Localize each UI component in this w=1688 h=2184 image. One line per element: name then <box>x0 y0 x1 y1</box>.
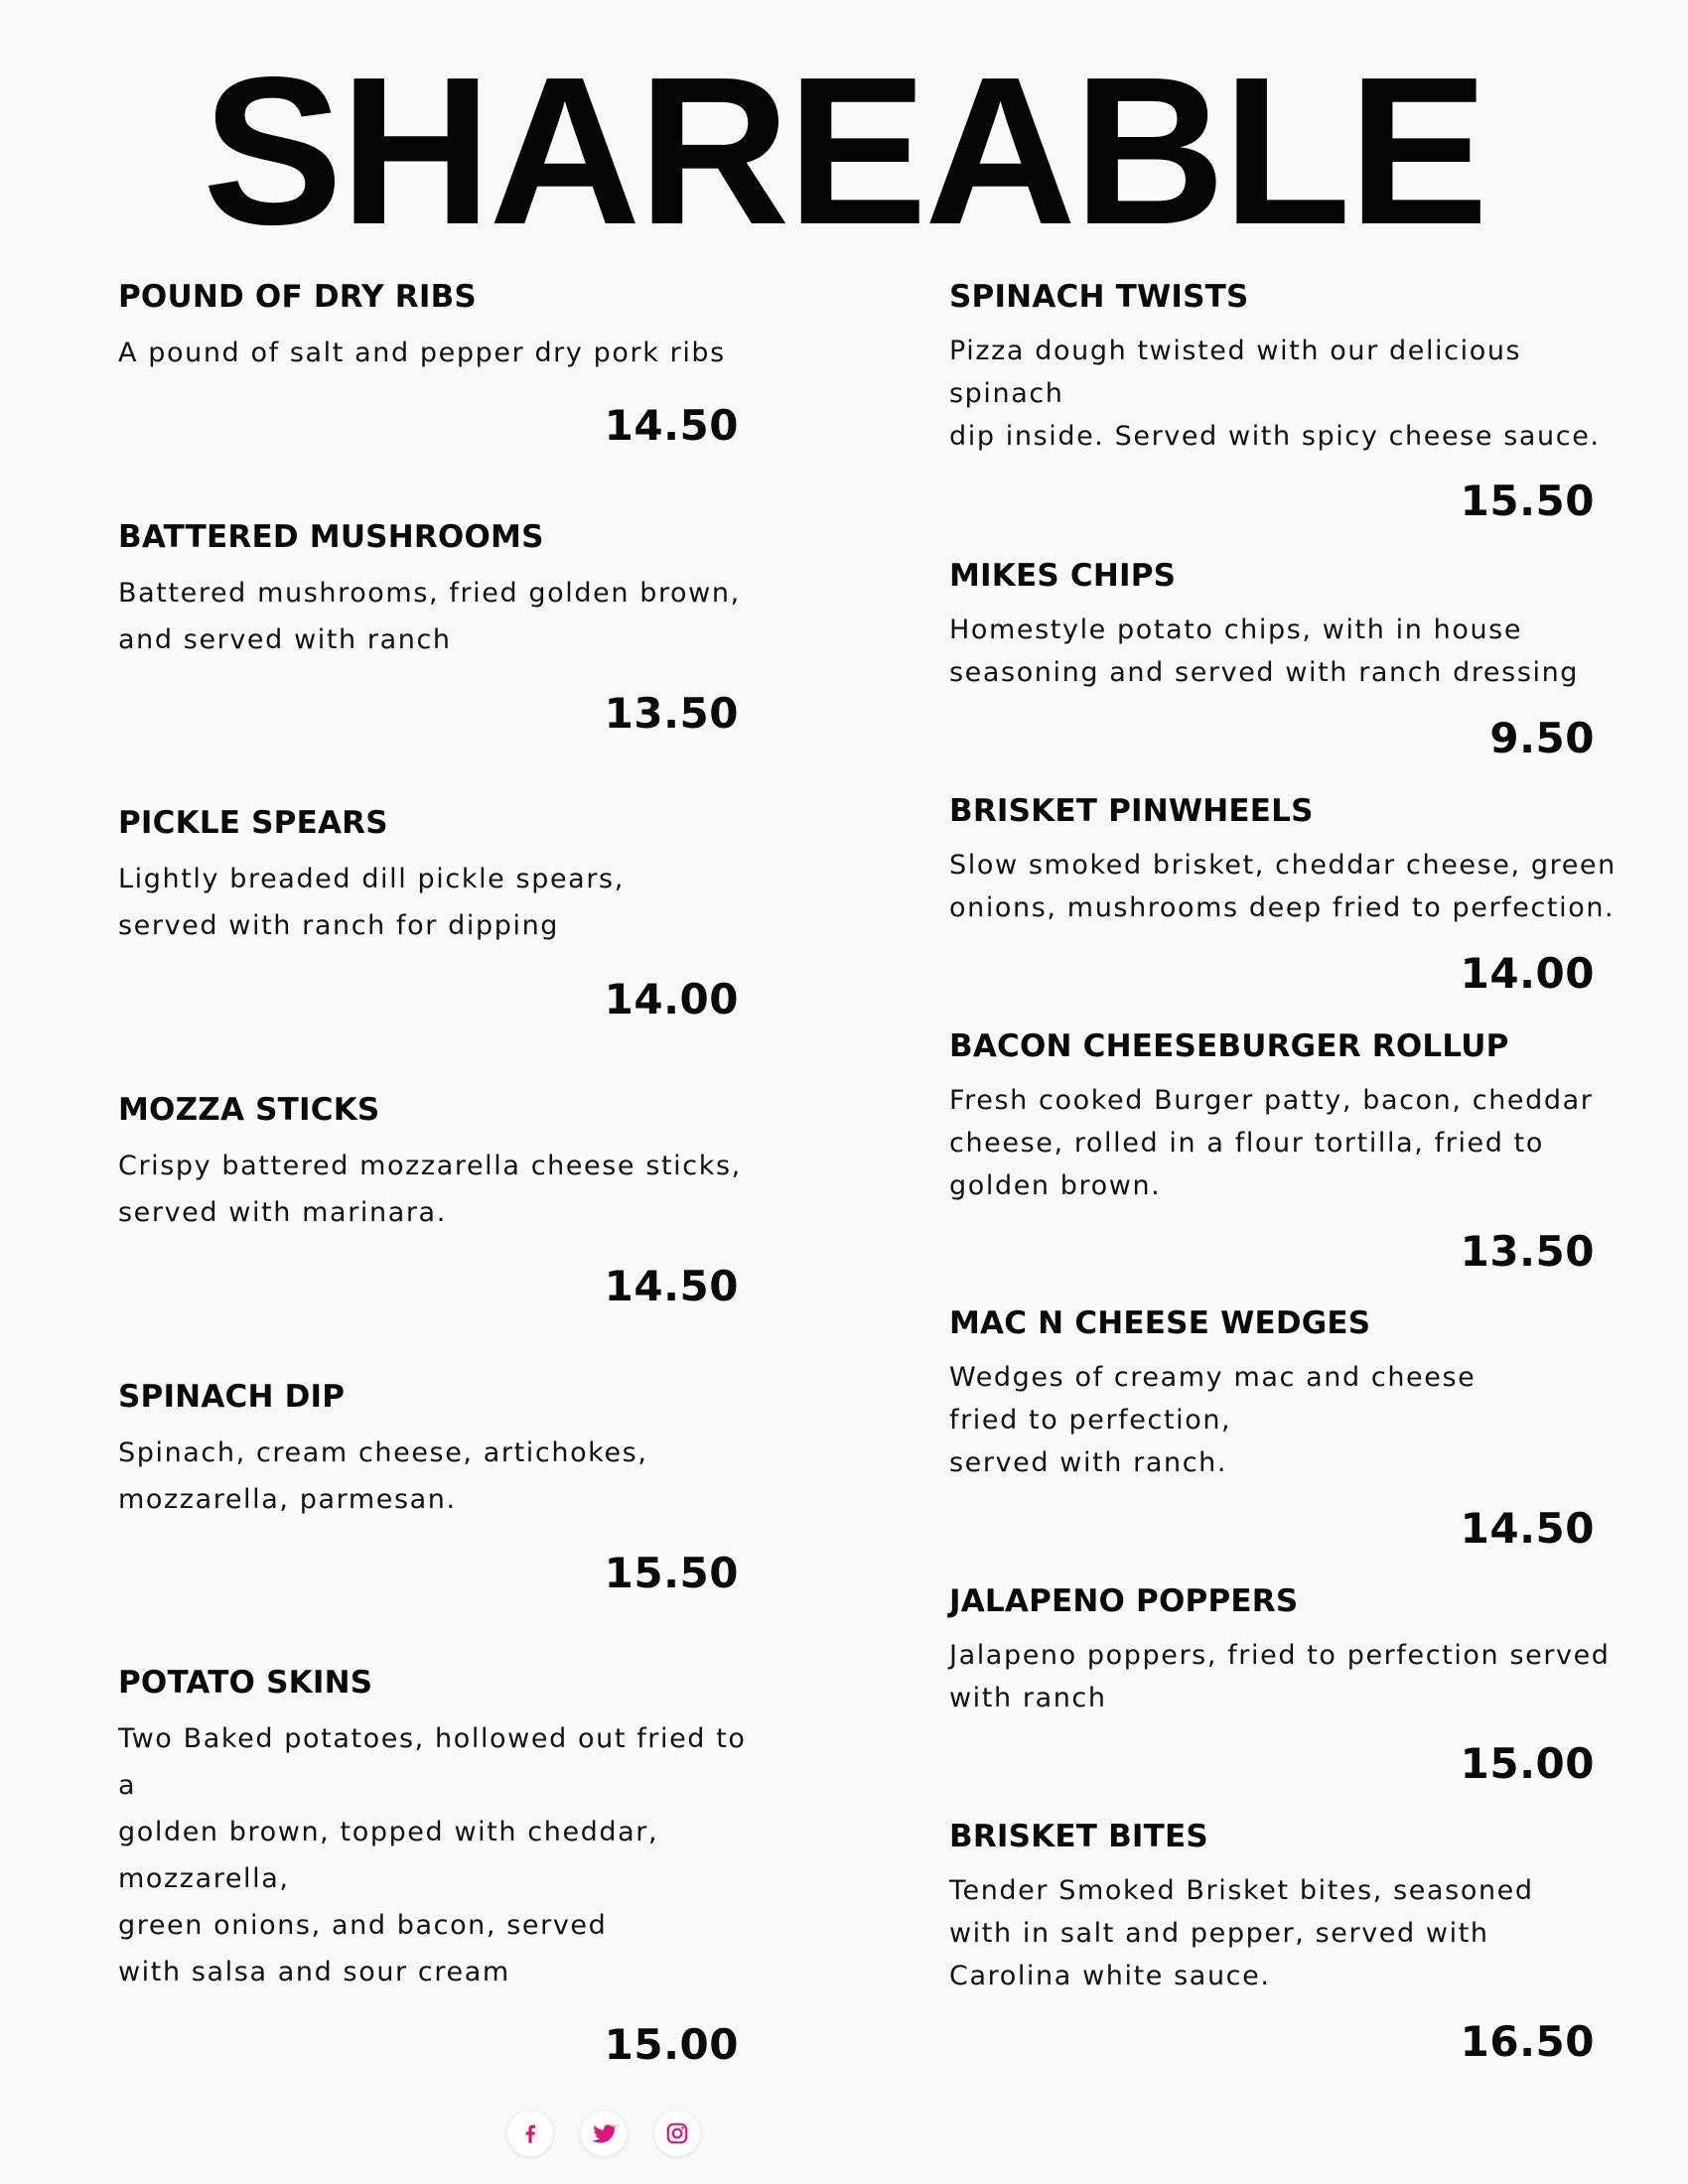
menu-item <box>949 556 1595 762</box>
item-description: Fresh cooked Burger patty, bacon, cheddar cheese, rolled in a flour tortilla, fried to golden brown. <box>949 1085 1594 1201</box>
item-price: 14.50 <box>604 401 739 450</box>
item-price: 14.50 <box>1460 1504 1595 1553</box>
item-name: BACON CHEESEBURGER ROLLUP <box>949 1028 1509 1064</box>
item-description: Two Baked potatoes, hollowed out fried to a golden brown, topped with cheddar, mozzarella, green onions, and bacon, served with salsa and sour cream <box>118 1723 747 1987</box>
item-name: MIKES CHIPS <box>949 558 1177 594</box>
item-price: 15.50 <box>1460 477 1595 525</box>
menu-item <box>118 517 741 738</box>
item-price: 16.50 <box>1460 2017 1595 2066</box>
item-price: 14.50 <box>604 1262 739 1310</box>
menu-item <box>118 1377 739 1597</box>
item-description: Homestyle potato chips, with in house seasoning and served with ranch dressing <box>949 614 1580 688</box>
item-description: Slow smoked brisket, cheddar cheese, green onions, mushrooms deep fried to perfection. <box>949 850 1617 923</box>
item-price: 9.50 <box>1489 714 1595 762</box>
menu-item <box>949 791 1617 998</box>
item-name: BATTERED MUSHROOMS <box>118 519 544 555</box>
item-name: SPINACH DIP <box>118 1379 346 1415</box>
menu-item <box>949 1303 1595 1553</box>
item-price: 13.50 <box>604 689 739 738</box>
item-description: Battered mushrooms, fried golden brown, and served with ranch <box>118 578 741 655</box>
social-links <box>507 2111 700 2156</box>
item-description: Jalapeno poppers, fried to perfection served with ranch <box>949 1640 1611 1713</box>
item-description: A pound of salt and pepper dry pork ribs <box>118 338 726 368</box>
item-name: JALAPENO POPPERS <box>949 1583 1299 1619</box>
item-description: Pizza dough twisted with our delicious spinach dip inside. Served with spicy cheese sauce. <box>949 336 1601 452</box>
twitter-icon <box>591 2120 617 2146</box>
item-price: 15.00 <box>1460 1739 1595 1788</box>
item-price: 15.50 <box>604 1549 739 1597</box>
item-name: BRISKET PINWHEELS <box>949 793 1314 829</box>
item-name: PICKLE SPEARS <box>118 805 388 841</box>
item-name: BRISKET BITES <box>949 1819 1208 1854</box>
twitter-link[interactable] <box>581 2111 627 2156</box>
menu-item <box>118 1090 742 1310</box>
instagram-icon <box>664 2120 690 2146</box>
menu-item <box>949 277 1601 525</box>
menu-item <box>949 1817 1595 2066</box>
item-price: 14.00 <box>604 975 739 1024</box>
item-name: MOZZA STICKS <box>118 1092 380 1128</box>
menu-item <box>118 1663 747 2069</box>
item-description: Tender Smoked Brisket bites, seasoned with in salt and pepper, served with Carolina white sauce. <box>949 1875 1534 1991</box>
item-name: MAC N CHEESE WEDGES <box>949 1305 1371 1341</box>
menu-item <box>118 277 739 450</box>
item-description: Lightly breaded dill pickle spears, served with ranch for dipping <box>118 864 625 941</box>
item-name: POTATO SKINS <box>118 1665 373 1701</box>
item-price: 15.00 <box>604 2020 739 2069</box>
facebook-icon <box>517 2120 543 2146</box>
item-description: Spinach, cream cheese, artichokes, mozzarella, parmesan. <box>118 1437 648 1515</box>
item-description: Wedges of creamy mac and cheese fried to perfection, served with ranch. <box>949 1362 1477 1478</box>
item-price: 13.50 <box>1460 1227 1595 1276</box>
facebook-link[interactable] <box>507 2111 553 2156</box>
menu-item <box>118 803 739 1024</box>
item-name: SPINACH TWISTS <box>949 279 1249 315</box>
item-name: POUND OF DRY RIBS <box>118 279 477 315</box>
item-description: Crispy battered mozzarella cheese sticks, served with marinara. <box>118 1151 742 1228</box>
menu-item <box>949 1581 1611 1788</box>
page-title: SHAREABLE <box>202 33 1486 268</box>
item-price: 14.00 <box>1460 949 1595 998</box>
menu-item <box>949 1026 1595 1276</box>
instagram-link[interactable] <box>654 2111 700 2156</box>
